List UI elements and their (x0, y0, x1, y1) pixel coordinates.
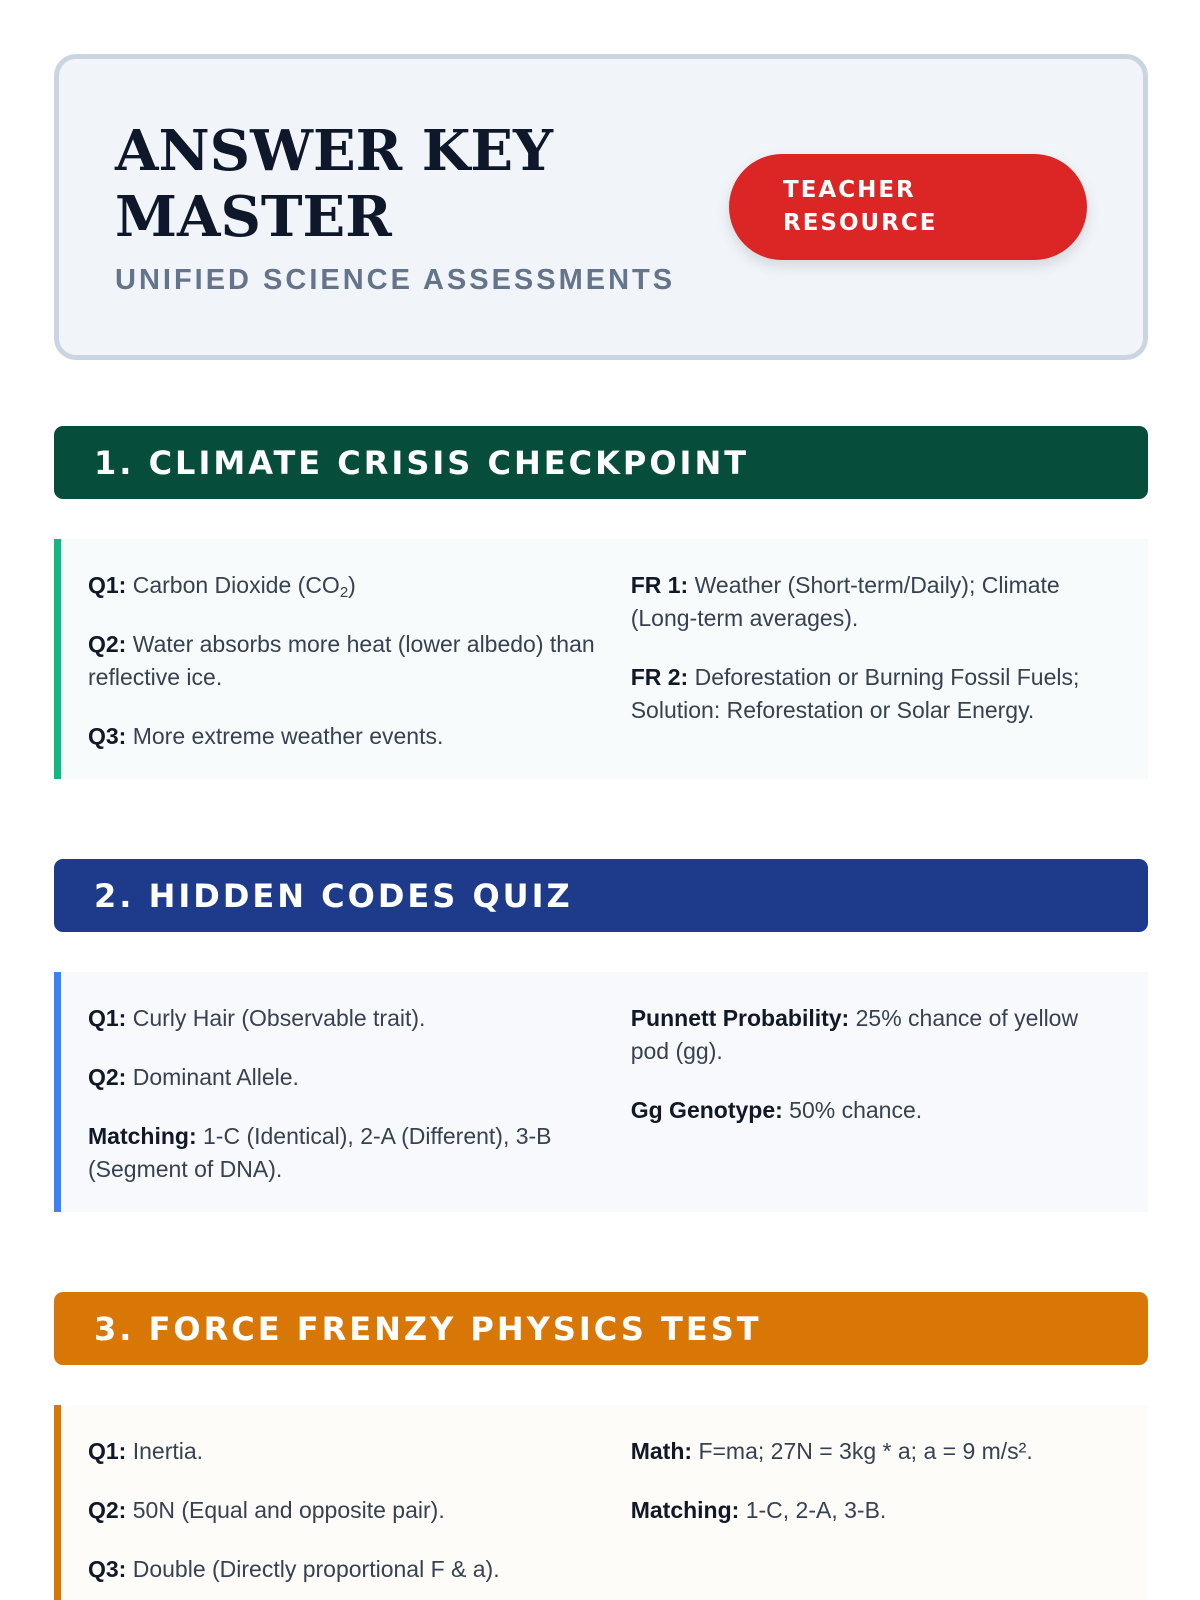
answer-label: Q2: (88, 1064, 127, 1090)
answers-right-column (631, 1002, 1114, 1212)
answer-text: Deforestation or Burning Fossil Fuels; Solution: Reforestation or Solar Energy. (630, 664, 1080, 723)
answers-right-column (631, 569, 1114, 779)
page-subtitle: UNIFIED SCIENCE ASSESSMENTS (115, 263, 676, 296)
section-heading: 1. CLIMATE CRISIS CHECKPOINT (54, 426, 1148, 499)
answer-text-end: ) (348, 572, 356, 598)
page-title: ANSWER KEY MASTER (115, 117, 554, 250)
answer-item (631, 1494, 1114, 1527)
answer-text: More extreme weather events. (132, 723, 444, 749)
answer-text: 1-C, 2-A, 3-B. (745, 1497, 887, 1523)
answer-label: Math: (630, 1438, 693, 1464)
section-answers (54, 539, 1148, 779)
answer-label: Gg Genotype: (630, 1097, 783, 1123)
header-card (54, 54, 1148, 360)
answer-item (631, 1094, 1114, 1127)
answer-item (88, 1061, 611, 1094)
answer-label: Q2: (88, 1497, 127, 1523)
answers-left-column (88, 1002, 631, 1212)
answer-text: 50% chance. (789, 1097, 923, 1123)
answer-item (631, 1002, 1114, 1068)
answer-text: 1-C (Identical), 2-A (Different), 3-B (Segment of DNA). (88, 1123, 552, 1182)
answer-label: Matching: (630, 1497, 740, 1523)
answers-left-column (88, 1435, 631, 1600)
answer-text: F=ma; 27N = 3kg * a; a = 9 m/s². (698, 1438, 1033, 1464)
section-physics (54, 1292, 1146, 1600)
answer-item (88, 1435, 611, 1468)
answer-text: Inertia. (132, 1438, 204, 1464)
answer-text: 50N (Equal and opposite pair). (132, 1497, 445, 1523)
section-climate (54, 426, 1146, 779)
answer-label: Q1: (88, 1005, 127, 1031)
answer-text: Carbon Dioxide (CO (132, 572, 340, 598)
title-block (115, 118, 675, 297)
answer-text: Double (Directly proportional F & a). (132, 1556, 500, 1582)
teacher-resource-badge (729, 154, 1087, 260)
answer-item (88, 720, 611, 753)
answer-text: Weather (Short-term/Daily); Climate (Long-term averages). (630, 572, 1060, 631)
section-answers (54, 972, 1148, 1212)
section-genetics (54, 859, 1146, 1212)
section-heading: 3. FORCE FRENZY PHYSICS TEST (54, 1292, 1148, 1365)
answer-item (88, 1494, 611, 1527)
section-heading: 2. HIDDEN CODES QUIZ (54, 859, 1148, 932)
answer-item (631, 1435, 1114, 1468)
answer-item (88, 569, 611, 602)
answer-item (88, 1002, 611, 1035)
answer-label: Q1: (88, 572, 127, 598)
answer-label: Q3: (88, 1556, 127, 1582)
answer-item (631, 569, 1114, 635)
answer-label: Punnett Probability: (630, 1005, 850, 1031)
answer-label: Q1: (88, 1438, 127, 1464)
answer-text: 25% chance of yellow pod (gg). (630, 1005, 1079, 1064)
badge-label: TEACHER RESOURCE (783, 177, 938, 236)
answer-label: Matching: (88, 1123, 197, 1149)
answer-label: Q3: (88, 723, 127, 749)
answers-left-column (88, 569, 631, 779)
answer-item (88, 628, 611, 694)
answer-label: Q2: (88, 631, 127, 657)
answer-label: FR 1: (630, 572, 689, 598)
answers-right-column (631, 1435, 1114, 1600)
answer-text: Curly Hair (Observable trait). (132, 1005, 426, 1031)
answer-text: Dominant Allele. (132, 1064, 299, 1090)
answer-item (631, 661, 1114, 727)
section-answers (54, 1405, 1148, 1600)
answer-item (88, 1553, 611, 1586)
answer-label: FR 2: (630, 664, 689, 690)
answer-subscript: 2 (339, 584, 349, 601)
answer-item (88, 1120, 611, 1186)
answer-text: Water absorbs more heat (lower albedo) than reflective ice. (88, 631, 595, 690)
